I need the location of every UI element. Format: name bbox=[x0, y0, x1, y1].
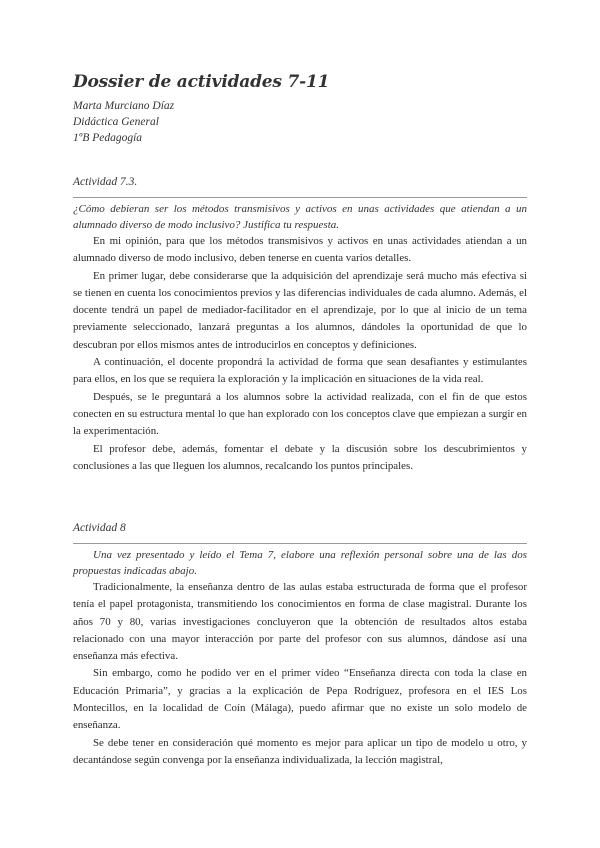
activity-question: Una vez presentado y leído el Tema 7, elabore una reflexión personal sobre una de las dos propuestas indicadas abajo. bbox=[73, 549, 527, 577]
activity-question: ¿Cómo debieran ser los métodos transmisivos y activos en unas actividades que atiendan a un alumnado diverso de modo inclusivo? Justifica tu respuesta. bbox=[73, 203, 527, 231]
section-divider bbox=[73, 197, 527, 198]
activity-title: Actividad 8 bbox=[73, 522, 126, 534]
answer-paragraph: Sin embargo, como he podido ver en el primer vídeo “Enseñanza directa con toda la clase en Educación Primaria”, y gracias a la explicación de Pepa Rodríguez, profesora en el IES Los Montecillos, en la localidad de Coín (Málaga), puedo afirmar que no existe un solo modelo de enseñanza. bbox=[73, 667, 527, 732]
answer-paragraph: El profesor debe, además, fomentar el debate y la discusión sobre los descubrimientos y conclusiones a las que lleguen los alumnos, recalcando los puntos principales. bbox=[73, 442, 527, 472]
answer-paragraph: Se debe tener en consideración qué momento es mejor para aplicar un tipo de modelo u otro, y decantándose según convenga por la enseñanza individualizada, la lección magistral, bbox=[73, 736, 527, 766]
answer-paragraph: En primer lugar, debe considerarse que la adquisición del aprendizaje será mucho más efectiva si se tienen en cuenta los conocimientos previos y las diferencias individuales de cada alumno. Además, el docente tendrá un papel de mediador-facilitador en el aprendizaje, por lo que al inicio de un tema previamente seleccionado, lanzará preguntas a los alumnos, dándoles la oportunidad de que lo descubran por ellos mismos antes de introducirlos en conceptos y definiciones. bbox=[73, 269, 527, 351]
document-header bbox=[73, 72, 329, 146]
subject-name: Didáctica General bbox=[73, 116, 159, 128]
section-divider bbox=[73, 543, 527, 544]
answer-paragraph: Después, se le preguntará a los alumnos sobre la actividad realizada, con el fin de que estos conecten en su estructura mental lo que han explorado con los conceptos clave que empiezan a surgir en la experimentación. bbox=[73, 390, 527, 438]
activity-7-3-section bbox=[73, 176, 527, 475]
answer-paragraph: A continuación, el docente propondrá la actividad de forma que sean desafiantes y estimulantes para ellos, en los que se requiera la exploración y la implicación en situaciones de la vida real. bbox=[73, 356, 527, 386]
course-name: 1ºB Pedagogía bbox=[73, 132, 143, 144]
activity-8-section bbox=[73, 522, 527, 769]
activity-title: Actividad 7.3. bbox=[73, 176, 138, 188]
answer-paragraph: Tradicionalmente, la enseñanza dentro de las aulas estaba estructurada de forma que el profesor tenía el papel protagonista, transmitiendo los conocimientos en forma de clase magistral. Durante los años 70 y 80, varias investigaciones concluyeron que la obtención de resultados altos estaba relacionado con una mayor interacción por parte del profesor con sus alumnos, dándose así una enseñanza más efectiva. bbox=[73, 581, 527, 663]
author-name: Marta Murciano Díaz bbox=[73, 100, 175, 112]
answer-paragraph: En mi opinión, para que los métodos transmisivos y activos en unas actividades atiendan a un alumnado diverso de modo inclusivo, deben tenerse en cuenta varios detalles. bbox=[73, 235, 527, 265]
document-title: Dossier de actividades 7-11 bbox=[73, 72, 330, 92]
